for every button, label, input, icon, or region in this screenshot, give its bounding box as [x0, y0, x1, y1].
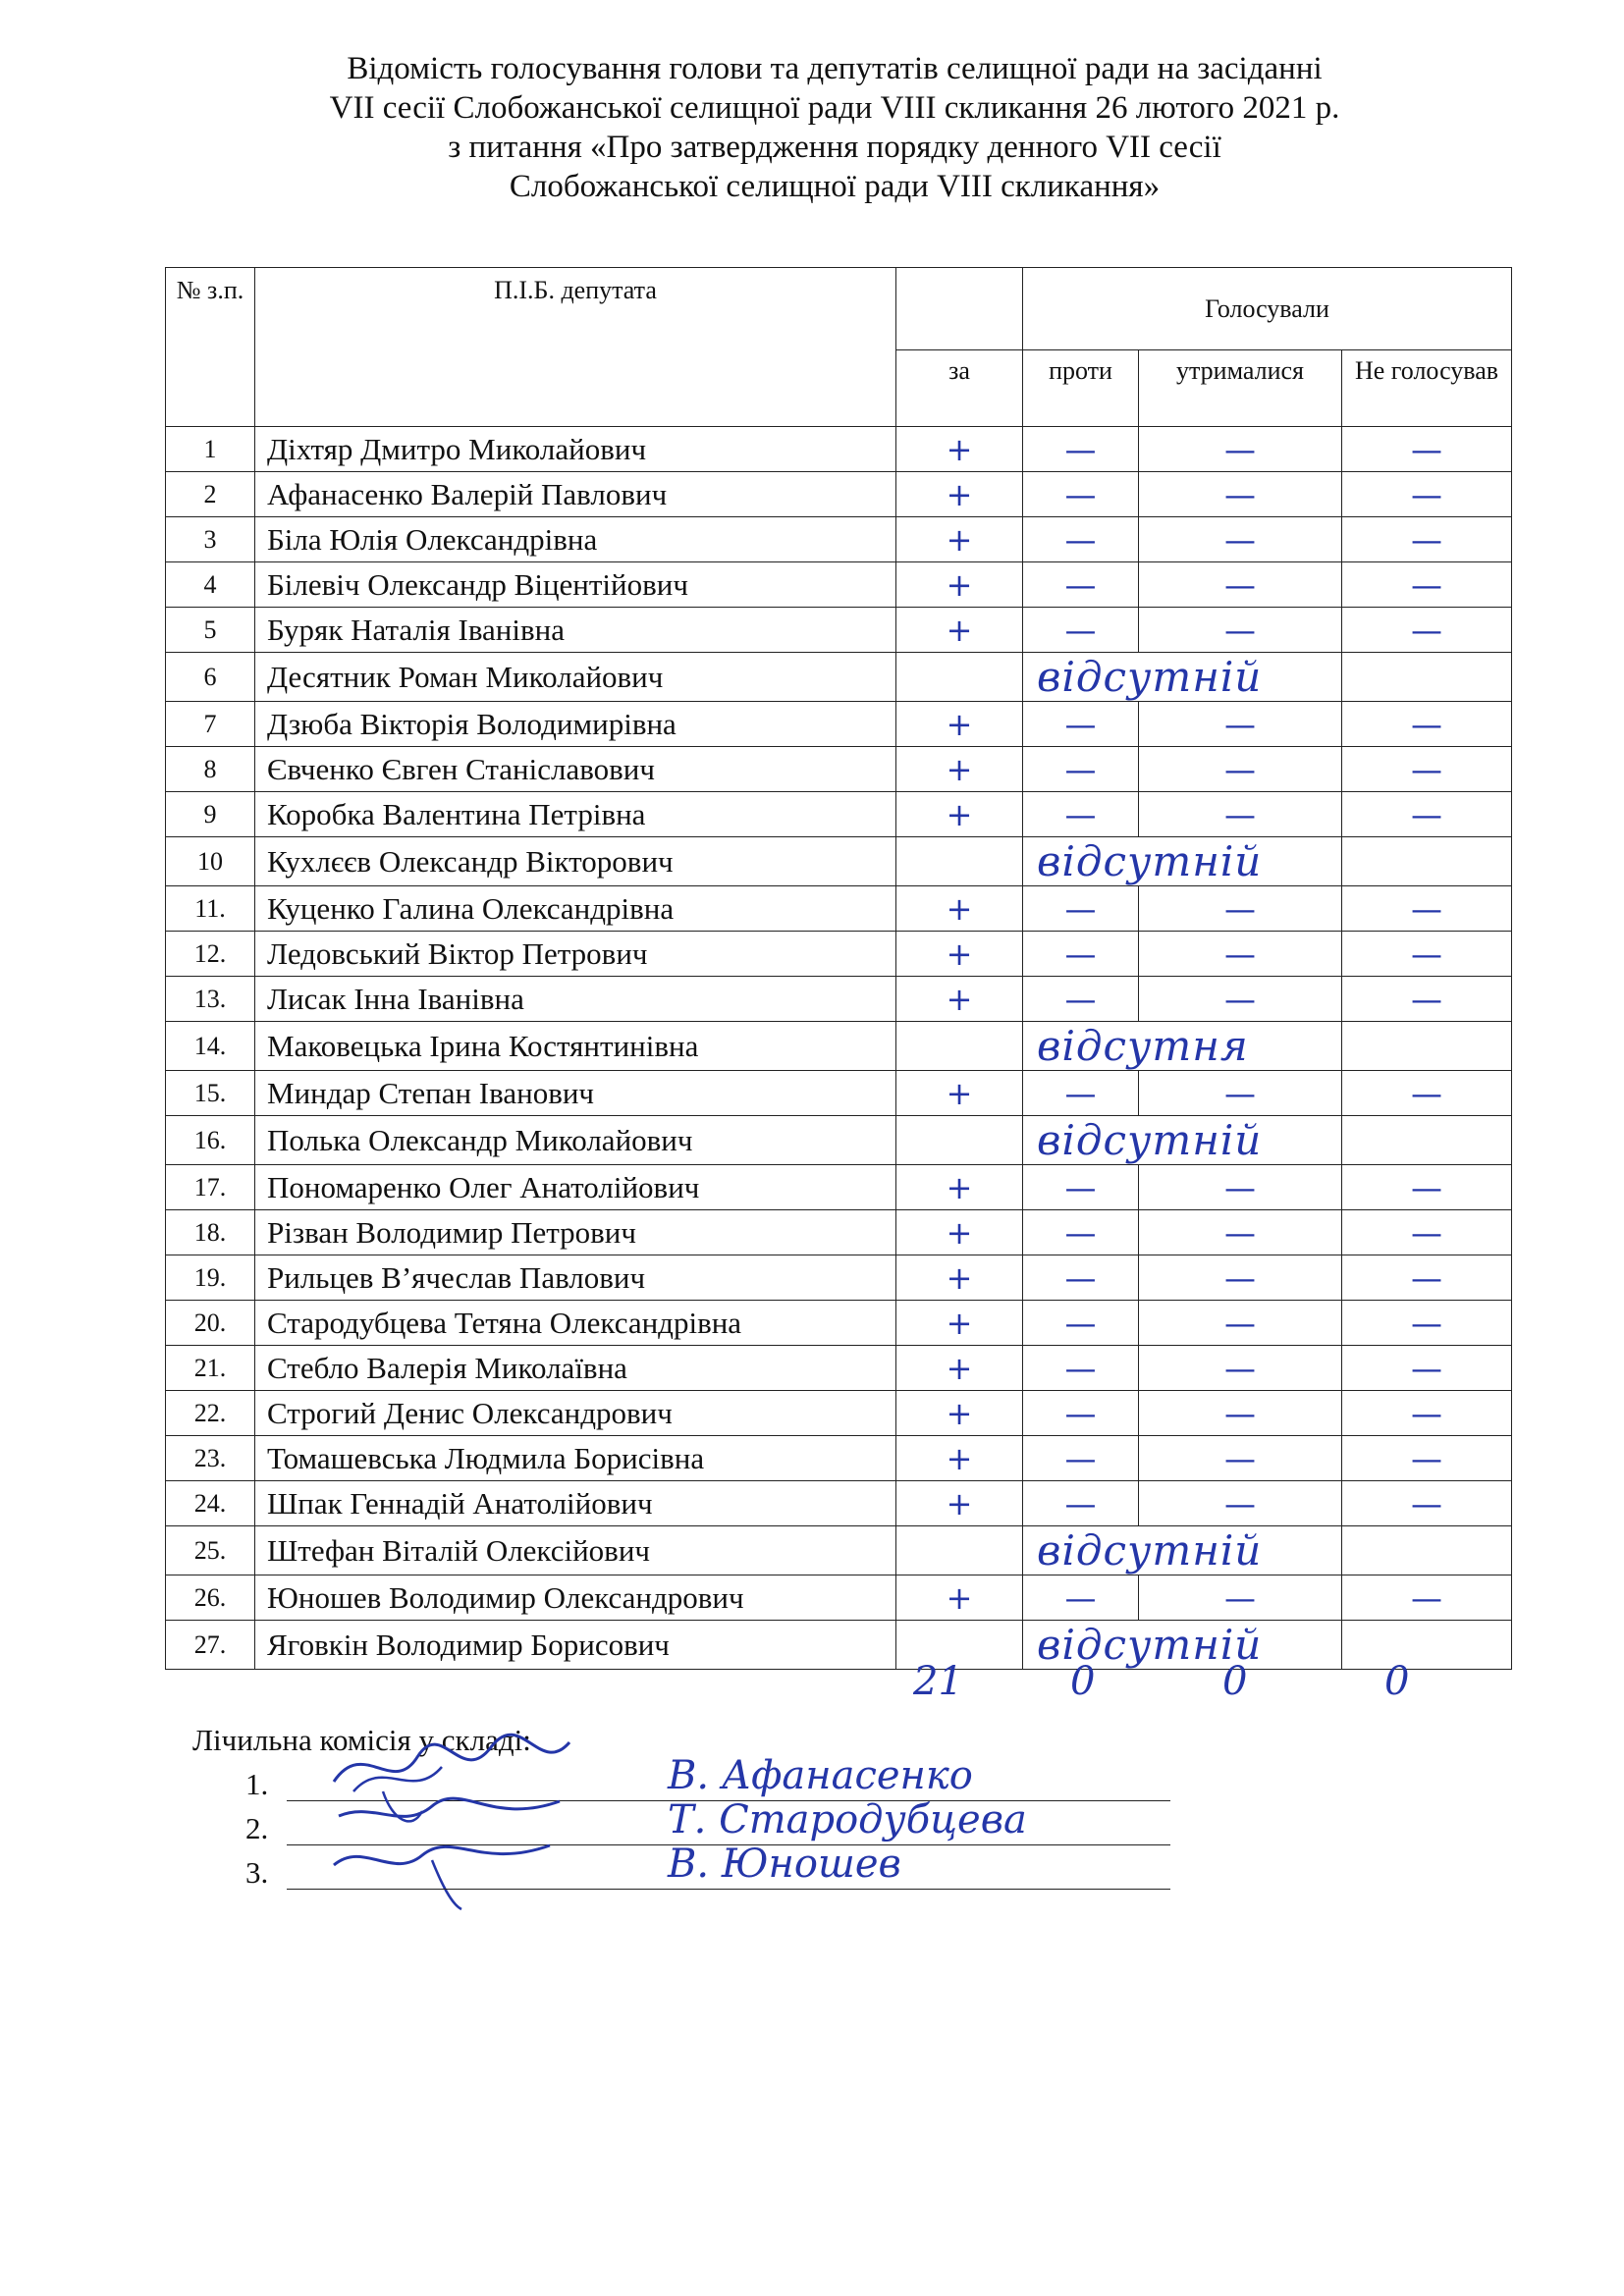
member-signature: В. Афанасенко — [668, 1753, 973, 1798]
row-number: 23. — [166, 1436, 255, 1481]
vote-abstained-cell: — — [1139, 1481, 1342, 1526]
deputy-name: Томашевська Людмила Борисівна — [255, 1436, 896, 1481]
vote-against-cell: — — [1023, 747, 1139, 792]
vote-for-cell: + — [896, 932, 1023, 977]
commission-label: Лічильна комісія у складі: — [192, 1723, 531, 1757]
row-number: 20. — [166, 1301, 255, 1346]
table-row — [166, 1071, 1512, 1116]
table-row — [166, 1481, 1512, 1526]
deputy-name: Яговкін Володимир Борисович — [255, 1621, 896, 1670]
vote-abstained-cell: — — [1139, 1255, 1342, 1301]
row-number: 16. — [166, 1116, 255, 1165]
vote-abstained-cell: — — [1139, 517, 1342, 562]
table-row — [166, 1301, 1512, 1346]
vote-for-cell: + — [896, 472, 1023, 517]
vote-for-cell: + — [896, 1436, 1023, 1481]
table-row — [166, 1391, 1512, 1436]
row-number: 7 — [166, 702, 255, 747]
vote-against-cell: — — [1023, 932, 1139, 977]
vote-against-cell: — — [1023, 562, 1139, 608]
row-number: 2 — [166, 472, 255, 517]
row-number: 27. — [166, 1621, 255, 1670]
vote-not-voted-cell: — — [1342, 1575, 1512, 1621]
deputy-name: Миндар Степан Іванович — [255, 1071, 896, 1116]
deputy-name: Пономаренко Олег Анатолійович — [255, 1165, 896, 1210]
vote-abstained-cell: — — [1139, 747, 1342, 792]
vote-not-voted-cell — [1342, 1526, 1512, 1575]
document-title — [196, 49, 1473, 206]
vote-not-voted-cell: — — [1342, 1301, 1512, 1346]
header-against: проти — [1023, 350, 1139, 427]
vote-not-voted-cell — [1342, 1022, 1512, 1071]
deputy-name: Ледовський Віктор Петрович — [255, 932, 896, 977]
vote-not-voted-cell: — — [1342, 562, 1512, 608]
vote-against-cell: — — [1023, 1575, 1139, 1621]
vote-abstained-cell: — — [1139, 886, 1342, 932]
row-number: 14. — [166, 1022, 255, 1071]
member-signature: Т. Стародубцева — [668, 1797, 1027, 1842]
table-row — [166, 702, 1512, 747]
table-row — [166, 1255, 1512, 1301]
vote-abstained-cell: — — [1139, 427, 1342, 472]
table-row — [166, 1436, 1512, 1481]
table-row — [166, 1116, 1512, 1165]
vote-for-cell: + — [896, 1346, 1023, 1391]
vote-against-cell: — — [1023, 886, 1139, 932]
deputy-name: Стародубцева Тетяна Олександрівна — [255, 1301, 896, 1346]
member-index: 2. — [245, 1811, 269, 1845]
deputy-name: Коробка Валентина Петрівна — [255, 792, 896, 837]
member-index: 3. — [245, 1855, 269, 1890]
vote-abstained-cell: — — [1139, 1301, 1342, 1346]
absent-note: відсутня — [1023, 1022, 1342, 1071]
table-row — [166, 792, 1512, 837]
table-row — [166, 1575, 1512, 1621]
vote-against-cell: — — [1023, 1346, 1139, 1391]
vote-for-cell: + — [896, 1575, 1023, 1621]
row-number: 3 — [166, 517, 255, 562]
vote-against-cell: — — [1023, 1301, 1139, 1346]
vote-totals — [913, 1659, 1463, 1708]
row-number: 8 — [166, 747, 255, 792]
header-empty — [896, 268, 1023, 350]
vote-abstained-cell: — — [1139, 1071, 1342, 1116]
vote-for-cell: + — [896, 562, 1023, 608]
deputy-name: Десятник Роман Миколайович — [255, 653, 896, 702]
voting-rows — [166, 427, 1512, 1670]
table-row — [166, 747, 1512, 792]
vote-abstained-cell: — — [1139, 472, 1342, 517]
vote-abstained-cell: — — [1139, 932, 1342, 977]
vote-against-cell: — — [1023, 1436, 1139, 1481]
row-number: 22. — [166, 1391, 255, 1436]
header-abstained: утрималися — [1139, 350, 1342, 427]
header-for: за — [896, 350, 1023, 427]
table-row — [166, 1165, 1512, 1210]
row-number: 17. — [166, 1165, 255, 1210]
deputy-name: Євченко Євген Станіславович — [255, 747, 896, 792]
vote-for-cell — [896, 1116, 1023, 1165]
row-number: 12. — [166, 932, 255, 977]
table-row — [166, 1022, 1512, 1071]
vote-not-voted-cell: — — [1342, 427, 1512, 472]
row-number: 24. — [166, 1481, 255, 1526]
vote-not-voted-cell — [1342, 837, 1512, 886]
deputy-name: Полька Олександр Миколайович — [255, 1116, 896, 1165]
vote-against-cell: — — [1023, 1481, 1139, 1526]
vote-for-cell — [896, 653, 1023, 702]
deputy-name: Рильцев В’ячеслав Павлович — [255, 1255, 896, 1301]
deputy-name: Білевіч Олександр Віцентійович — [255, 562, 896, 608]
vote-abstained-cell: — — [1139, 1346, 1342, 1391]
row-number: 19. — [166, 1255, 255, 1301]
deputy-name: Лисак Інна Іванівна — [255, 977, 896, 1022]
deputy-name: Куценко Галина Олександрівна — [255, 886, 896, 932]
table-row — [166, 977, 1512, 1022]
vote-not-voted-cell — [1342, 1116, 1512, 1165]
vote-for-cell: + — [896, 1301, 1023, 1346]
vote-for-cell: + — [896, 517, 1023, 562]
row-number: 21. — [166, 1346, 255, 1391]
title-line-4: Слобожанської селищної ради VІІІ скликання» — [509, 169, 1161, 204]
deputy-name: Біла Юлія Олександрівна — [255, 517, 896, 562]
row-number: 26. — [166, 1575, 255, 1621]
total-against: 0 — [1070, 1659, 1096, 1704]
vote-for-cell: + — [896, 1391, 1023, 1436]
vote-against-cell: — — [1023, 702, 1139, 747]
deputy-name: Маковецька Ірина Костянтинівна — [255, 1022, 896, 1071]
vote-not-voted-cell: — — [1342, 1210, 1512, 1255]
table-row — [166, 653, 1512, 702]
row-number: 9 — [166, 792, 255, 837]
vote-against-cell: — — [1023, 1391, 1139, 1436]
title-line-1: Відомість голосування голови та депутатів селищної ради на засіданні — [347, 51, 1323, 86]
vote-against-cell: — — [1023, 1165, 1139, 1210]
absent-note: відсутній — [1023, 1526, 1342, 1575]
vote-against-cell: — — [1023, 977, 1139, 1022]
vote-for-cell: + — [896, 886, 1023, 932]
title-line-2: VІІ сесії Слобожанської селищної ради VІІІ скликання 26 лютого 2021 р. — [329, 90, 1340, 126]
row-number: 18. — [166, 1210, 255, 1255]
deputy-name: Різван Володимир Петрович — [255, 1210, 896, 1255]
signature-line — [287, 1889, 1170, 1890]
table-row — [166, 562, 1512, 608]
vote-not-voted-cell: — — [1342, 1391, 1512, 1436]
deputy-name: Дзюба Вікторія Володимирівна — [255, 702, 896, 747]
vote-not-voted-cell — [1342, 653, 1512, 702]
header-deputy-name: П.І.Б. депутата — [255, 268, 896, 427]
member-signature: В. Юношев — [668, 1842, 901, 1887]
vote-abstained-cell: — — [1139, 1391, 1342, 1436]
row-number: 6 — [166, 653, 255, 702]
vote-for-cell: + — [896, 1071, 1023, 1116]
handwritten-signature-icon — [324, 1816, 579, 1914]
vote-for-cell: + — [896, 608, 1023, 653]
row-number: 1 — [166, 427, 255, 472]
table-row — [166, 932, 1512, 977]
table-row — [166, 837, 1512, 886]
vote-for-cell: + — [896, 1255, 1023, 1301]
vote-for-cell: + — [896, 1481, 1023, 1526]
vote-not-voted-cell: — — [1342, 932, 1512, 977]
vote-against-cell: — — [1023, 517, 1139, 562]
vote-against-cell: — — [1023, 1071, 1139, 1116]
vote-abstained-cell: — — [1139, 1575, 1342, 1621]
absent-note: відсутній — [1023, 837, 1342, 886]
vote-for-cell: + — [896, 977, 1023, 1022]
header-not-voted: Не голосував — [1342, 350, 1512, 427]
commission-member — [245, 1842, 1178, 1895]
vote-abstained-cell: — — [1139, 977, 1342, 1022]
deputy-name: Штефан Віталій Олексійович — [255, 1526, 896, 1575]
deputy-name: Стебло Валерія Миколаївна — [255, 1346, 896, 1391]
vote-not-voted-cell: — — [1342, 517, 1512, 562]
total-for: 21 — [913, 1659, 963, 1704]
vote-not-voted-cell: — — [1342, 1255, 1512, 1301]
deputy-name: Афанасенко Валерій Павлович — [255, 472, 896, 517]
absent-note: відсутній — [1023, 1116, 1342, 1165]
vote-for-cell — [896, 1526, 1023, 1575]
table-row — [166, 1526, 1512, 1575]
row-number: 11. — [166, 886, 255, 932]
deputy-name: Кухлєєв Олександр Вікторович — [255, 837, 896, 886]
table-row — [166, 1346, 1512, 1391]
table-row — [166, 886, 1512, 932]
vote-for-cell: + — [896, 747, 1023, 792]
vote-against-cell: — — [1023, 1210, 1139, 1255]
vote-not-voted-cell: — — [1342, 702, 1512, 747]
row-number: 5 — [166, 608, 255, 653]
row-number: 13. — [166, 977, 255, 1022]
header-voted: Голосували — [1023, 268, 1512, 350]
absent-note: відсутній — [1023, 1621, 1342, 1670]
table-row — [166, 427, 1512, 472]
vote-for-cell — [896, 1022, 1023, 1071]
vote-for-cell: + — [896, 792, 1023, 837]
vote-against-cell: — — [1023, 1255, 1139, 1301]
vote-not-voted-cell: — — [1342, 472, 1512, 517]
vote-not-voted-cell: — — [1342, 792, 1512, 837]
vote-for-cell: + — [896, 427, 1023, 472]
vote-not-voted-cell: — — [1342, 747, 1512, 792]
vote-not-voted-cell: — — [1342, 1165, 1512, 1210]
vote-for-cell: + — [896, 1210, 1023, 1255]
vote-against-cell: — — [1023, 608, 1139, 653]
vote-against-cell: — — [1023, 427, 1139, 472]
table-row — [166, 517, 1512, 562]
vote-for-cell: + — [896, 1165, 1023, 1210]
vote-not-voted-cell: — — [1342, 886, 1512, 932]
vote-not-voted-cell: — — [1342, 1436, 1512, 1481]
row-number: 25. — [166, 1526, 255, 1575]
member-index: 1. — [245, 1767, 269, 1801]
vote-abstained-cell: — — [1139, 792, 1342, 837]
deputy-name: Діхтяр Дмитро Миколайович — [255, 427, 896, 472]
row-number: 4 — [166, 562, 255, 608]
row-number: 15. — [166, 1071, 255, 1116]
vote-not-voted-cell: — — [1342, 977, 1512, 1022]
vote-abstained-cell: — — [1139, 1210, 1342, 1255]
table-row — [166, 472, 1512, 517]
vote-abstained-cell: — — [1139, 608, 1342, 653]
deputy-name: Строгий Денис Олександрович — [255, 1391, 896, 1436]
deputy-name: Шпак Геннадій Анатолійович — [255, 1481, 896, 1526]
deputy-name: Юношев Володимир Олександрович — [255, 1575, 896, 1621]
vote-not-voted-cell: — — [1342, 1071, 1512, 1116]
vote-not-voted-cell: — — [1342, 608, 1512, 653]
absent-note: відсутній — [1023, 653, 1342, 702]
title-line-3: з питання «Про затвердження порядку денного VІІ сесії — [448, 130, 1221, 165]
vote-for-cell: + — [896, 702, 1023, 747]
voting-table — [165, 267, 1512, 1670]
table-row — [166, 1210, 1512, 1255]
vote-abstained-cell: — — [1139, 1165, 1342, 1210]
vote-not-voted-cell: — — [1342, 1481, 1512, 1526]
vote-against-cell: — — [1023, 472, 1139, 517]
vote-for-cell — [896, 837, 1023, 886]
row-number: 10 — [166, 837, 255, 886]
vote-against-cell: — — [1023, 792, 1139, 837]
header-number: № з.п. — [166, 268, 255, 427]
table-row — [166, 608, 1512, 653]
total-not-voted: 0 — [1384, 1659, 1410, 1704]
vote-not-voted-cell: — — [1342, 1346, 1512, 1391]
vote-abstained-cell: — — [1139, 562, 1342, 608]
deputy-name: Буряк Наталія Іванівна — [255, 608, 896, 653]
total-abstained: 0 — [1222, 1659, 1248, 1704]
vote-abstained-cell: — — [1139, 702, 1342, 747]
vote-abstained-cell: — — [1139, 1436, 1342, 1481]
